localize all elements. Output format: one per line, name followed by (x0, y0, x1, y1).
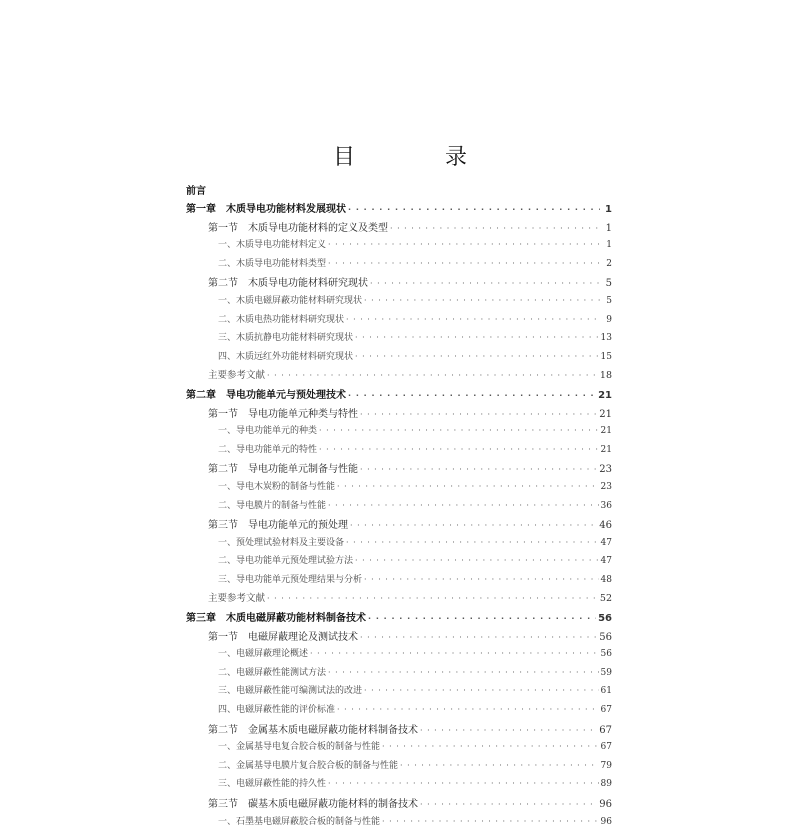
toc-section-entry (186, 516, 612, 535)
toc-entry-page-number: 79 (600, 760, 612, 771)
toc-entry-label: 第二节 金属基木质电磁屏蔽功能材料制备技术 (208, 724, 418, 736)
toc-entry-label: 一、金属基导电复合胶合板的制备与性能 (218, 742, 381, 753)
toc-section-entry (186, 219, 612, 238)
dot-leader (368, 614, 596, 623)
preface-entry: 前言 (186, 186, 206, 197)
toc-item-entry (186, 646, 612, 665)
dot-leader (355, 352, 599, 361)
toc-item-entry (186, 330, 612, 349)
toc-entry-page-number: 96 (600, 816, 612, 827)
toc-item-entry (186, 349, 612, 368)
toc-entry-label: 四、电磁屏蔽性能的评价标准 (218, 705, 336, 716)
toc-item-entry (186, 665, 612, 684)
toc-ref-entry (186, 367, 612, 386)
dot-leader (420, 726, 597, 735)
toc-item-entry (186, 423, 612, 442)
toc-entry-label: 二、导电功能单元预处理试验方法 (218, 556, 354, 567)
toc-item-entry (186, 312, 612, 331)
toc-item-entry (186, 572, 612, 591)
toc-item-entry (186, 535, 612, 554)
toc-item-entry (186, 293, 612, 312)
dot-leader (319, 445, 599, 454)
dot-leader (370, 279, 600, 288)
toc-entry-label: 二、金属基导电膜片复合胶合板的制备与性能 (218, 760, 399, 771)
dot-leader (328, 259, 600, 268)
toc-item-entry (186, 758, 612, 777)
toc-item-entry (186, 814, 612, 832)
toc-entry-page-number: 46 (599, 520, 612, 532)
toc-item-entry (186, 776, 612, 795)
toc-item-entry (186, 702, 612, 721)
dot-leader (420, 800, 597, 809)
dot-leader (328, 668, 599, 677)
toc-entry-label: 二、木质电热功能材料研究现状 (218, 314, 345, 325)
toc-entry-page-number: 2 (606, 258, 612, 269)
toc-entry-page-number: 59 (600, 667, 612, 678)
toc-section-entry (186, 795, 612, 814)
toc-entry-page-number: 52 (599, 593, 612, 605)
toc-entry-page-number: 18 (599, 370, 612, 382)
toc-entry-page-number: 56 (599, 631, 612, 643)
toc-entry-page-number: 47 (600, 537, 612, 548)
dot-leader (348, 205, 600, 214)
toc-entry-label: 第一章 木质导电功能材料发展现状 (186, 204, 346, 215)
toc-entry-label: 三、导电功能单元预处理结果与分析 (218, 574, 363, 585)
toc-entry-page-number: 61 (600, 686, 612, 697)
toc-item-entry (186, 256, 612, 275)
dot-leader (355, 556, 599, 565)
dot-leader (355, 333, 599, 342)
table-of-contents (186, 200, 612, 832)
toc-entry-page-number: 67 (600, 742, 612, 753)
toc-entry-page-number: 23 (600, 481, 612, 492)
toc-section-entry (186, 274, 612, 293)
toc-entry-page-number: 89 (600, 779, 612, 790)
dot-leader (328, 501, 599, 510)
toc-entry-label: 一、石墨基电磁屏蔽胶合板的制备与性能 (218, 816, 381, 827)
toc-item-entry (186, 553, 612, 572)
toc-entry-label: 一、木质导电功能材料定义 (218, 240, 327, 251)
toc-entry-page-number: 5 (605, 278, 612, 290)
toc-entry-label: 第二节 导电功能单元制备与性能 (208, 464, 358, 476)
toc-entry-label: 一、电磁屏蔽理论概述 (218, 649, 309, 660)
toc-entry-label: 一、预处理试验材料及主要设备 (218, 537, 345, 548)
toc-entry-label: 二、木质导电功能材料类型 (218, 258, 327, 269)
toc-section-entry (186, 721, 612, 740)
dot-leader (346, 538, 599, 547)
toc-entry-label: 三、电磁屏蔽性能的持久性 (218, 779, 327, 790)
toc-entry-label: 第二章 导电功能单元与预处理技术 (186, 389, 346, 401)
toc-entry-page-number: 15 (600, 351, 612, 362)
toc-entry-page-number: 67 (600, 705, 612, 716)
toc-entry-page-number: 1 (605, 204, 612, 215)
toc-entry-page-number: 21 (598, 389, 612, 401)
dot-leader (319, 426, 599, 435)
toc-entry-label: 四、木质远红外功能材料研究现状 (218, 351, 354, 362)
dot-leader (364, 296, 600, 305)
toc-entry-label: 二、导电功能单元的特性 (218, 444, 318, 455)
toc-entry-label: 主要参考文献 (208, 593, 266, 605)
toc-chapter-entry (186, 609, 612, 628)
dot-leader (267, 594, 598, 603)
dot-leader (360, 410, 597, 419)
dot-leader (267, 371, 598, 380)
toc-item-entry (186, 479, 612, 498)
toc-entry-label: 一、木质电磁屏蔽功能材料研究现状 (218, 295, 363, 306)
toc-entry-label: 第三章 木质电磁屏蔽功能材料制备技术 (186, 613, 366, 625)
dot-leader (337, 482, 599, 491)
dot-leader (400, 761, 599, 770)
toc-item-entry (186, 498, 612, 517)
dot-leader (328, 779, 599, 788)
dot-leader (382, 817, 599, 826)
toc-entry-page-number: 21 (600, 426, 612, 437)
dot-leader (364, 575, 599, 584)
toc-entry-label: 二、电磁屏蔽性能测试方法 (218, 667, 327, 678)
toc-entry-page-number: 21 (599, 408, 612, 420)
toc-entry-page-number: 56 (598, 613, 612, 625)
toc-entry-label: 第一节 导电功能单元种类与特性 (208, 408, 358, 420)
dot-leader (360, 465, 597, 474)
toc-entry-label: 一、导电木炭粉的制备与性能 (218, 481, 336, 492)
toc-item-entry (186, 683, 612, 702)
toc-entry-label: 第一节 木质导电功能材料的定义及类型 (208, 222, 388, 234)
toc-chapter-entry (186, 386, 612, 405)
toc-entry-page-number: 1 (606, 240, 612, 251)
toc-entry-page-number: 13 (600, 333, 612, 344)
toc-entry-page-number: 36 (600, 500, 612, 511)
page-title: 目 录 (332, 145, 501, 170)
toc-entry-page-number: 21 (600, 444, 612, 455)
toc-ref-entry (186, 590, 612, 609)
dot-leader (310, 649, 599, 658)
toc-entry-label: 第三节 碳基木质电磁屏蔽功能材料的制备技术 (208, 799, 418, 810)
toc-entry-page-number: 23 (599, 464, 612, 476)
dot-leader (390, 224, 600, 233)
toc-entry-page-number: 9 (606, 314, 612, 325)
toc-entry-label: 第一节 电磁屏蔽理论及测试技术 (208, 631, 358, 643)
toc-item-entry (186, 739, 612, 758)
toc-entry-page-number: 96 (599, 799, 612, 810)
toc-entry-label: 第二节 木质导电功能材料研究现状 (208, 278, 368, 290)
toc-entry-page-number: 5 (606, 295, 612, 306)
dot-leader (328, 240, 600, 249)
toc-entry-label: 二、导电膜片的制备与性能 (218, 500, 327, 511)
dot-leader (364, 686, 599, 695)
toc-entry-label: 主要参考文献 (208, 370, 266, 382)
toc-section-entry (186, 460, 612, 479)
toc-entry-label: 三、木质抗静电功能材料研究现状 (218, 333, 354, 344)
toc-entry-page-number: 47 (600, 556, 612, 567)
toc-entry-page-number: 1 (605, 222, 612, 234)
dot-leader (337, 705, 599, 714)
dot-leader (346, 315, 600, 324)
toc-section-entry (186, 405, 612, 424)
toc-section-entry (186, 628, 612, 647)
toc-entry-page-number: 48 (600, 574, 612, 585)
toc-entry-page-number: 56 (600, 649, 612, 660)
dot-leader (382, 742, 599, 751)
toc-entry-page-number: 67 (599, 724, 612, 736)
toc-entry-label: 第三节 导电功能单元的预处理 (208, 520, 348, 532)
dot-leader (348, 391, 596, 400)
toc-chapter-entry (186, 200, 612, 219)
toc-entry-label: 三、电磁屏蔽性能可编测试法的改进 (218, 686, 363, 697)
toc-item-entry (186, 442, 612, 461)
toc-item-entry (186, 237, 612, 256)
toc-entry-label: 一、导电功能单元的种类 (218, 426, 318, 437)
dot-leader (350, 521, 597, 530)
dot-leader (360, 633, 597, 642)
